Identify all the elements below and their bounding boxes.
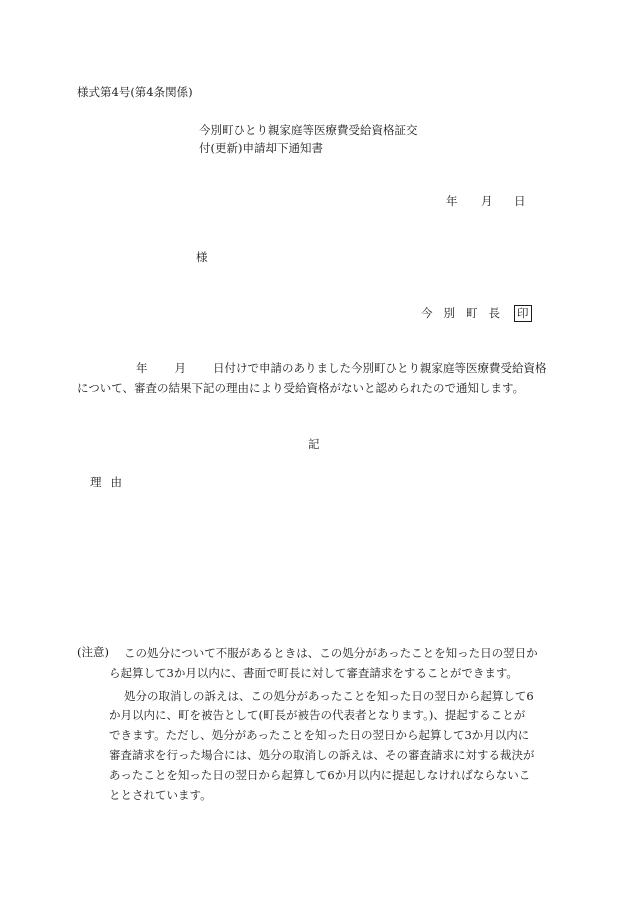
issuer-char: 長 [488, 306, 500, 320]
date-day-label: 日 [514, 194, 526, 208]
date-year-label: 年 [446, 194, 458, 208]
note-line: ととされています。 [109, 788, 212, 802]
note-line: できます。ただし、処分があったことを知った日の翌日から起算して3か月以内に [109, 728, 530, 742]
seal-box: 印 [514, 305, 532, 322]
body-line-2: について、審査の結果下記の理由により受給資格がないと認められたので通知します。 [77, 381, 525, 395]
form-number: 様式第4号(第4条関係) [77, 85, 193, 99]
body-year-label: 年 [136, 361, 148, 375]
reason-char: 理 [90, 475, 102, 489]
ki-heading: 記 [308, 437, 320, 451]
issuer-char: 町 [466, 306, 478, 320]
issuer-char: 今 [421, 306, 433, 320]
note-line: 処分の取消しの訴えは、この処分があったことを知った日の翌日から起算して6 [124, 689, 534, 703]
note-line: この処分について不服があるときは、この処分があったことを知った日の翌日か [124, 646, 538, 660]
note-line: ら起算して3か月以内に、書面で町長に対して審査請求をすることができます。 [109, 666, 518, 680]
document-title-line2: 付(更新)申請却下通知書 [199, 141, 323, 155]
reason-char: 由 [110, 475, 122, 489]
body-line-1 [136, 360, 547, 376]
note-line: 審査請求を行った場合には、処分の取消しの訴えは、その審査請求に対する裁決が [109, 748, 535, 762]
note-label: (注意) [77, 645, 109, 659]
date-month-label: 月 [481, 194, 493, 208]
addressee-suffix: 様 [196, 250, 208, 264]
body-month-label: 月 [174, 361, 186, 375]
note-line: あったことを知った日の翌日から起算して6か月以内に提起しなければならないこ [109, 768, 531, 782]
note-line: か月以内に、町を被告として(町長が被告の代表者となります。)、提起することが [109, 708, 526, 722]
issuer [421, 305, 532, 322]
issuer-char: 別 [443, 306, 455, 320]
document-title-line1: 今別町ひとり親家庭等医療費受給資格証交 [199, 123, 418, 137]
reason-label [90, 474, 122, 490]
body-line-1-text: 日付けで申請のありました今別町ひとり親家庭等医療費受給資格 [213, 361, 547, 375]
